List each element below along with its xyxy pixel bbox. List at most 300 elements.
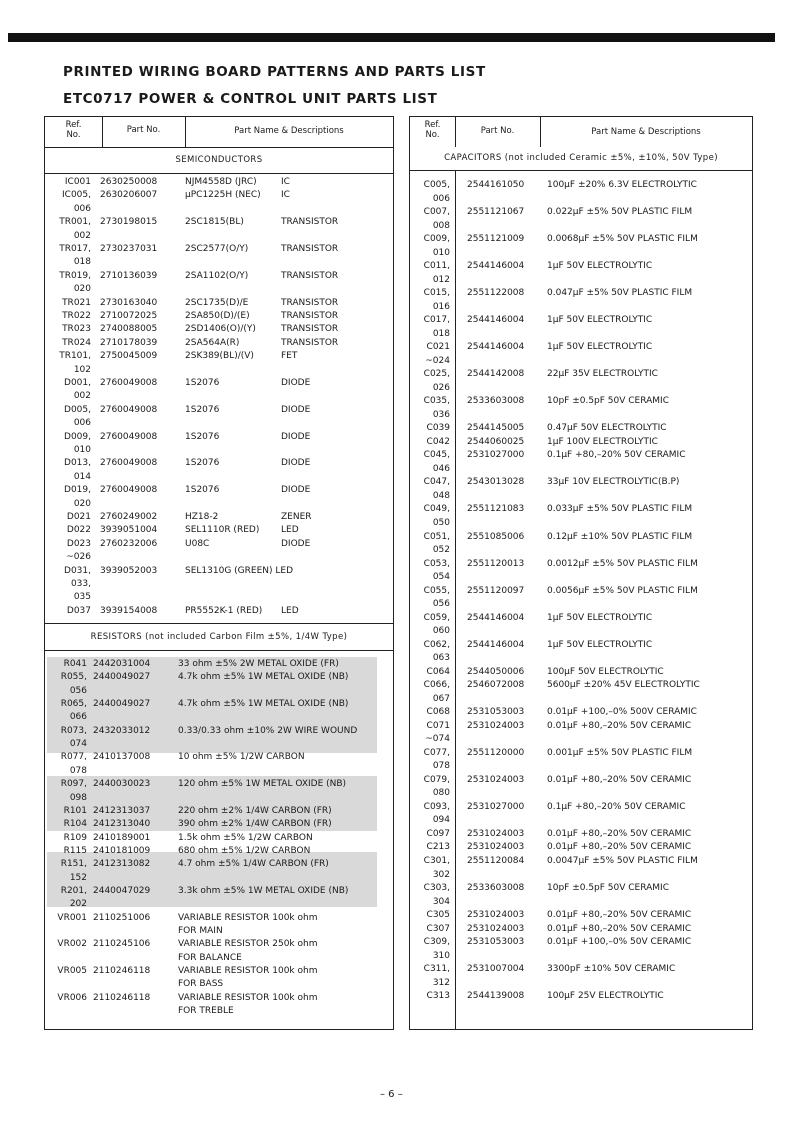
ref-cell: C011, (423, 261, 450, 272)
part-number-cell: 2544161050 (467, 180, 525, 190)
part-number-cell: 2432033012 (93, 725, 151, 736)
ref-cell: C045, (423, 450, 450, 461)
description-cell: 1µF 50V ELECTROLYTIC (547, 261, 653, 272)
description-cell: DIODE (281, 431, 311, 442)
part-number-cell: 2544146004 (467, 315, 525, 326)
part-number-cell: 2730237031 (100, 244, 158, 254)
ref-cell: C303, (423, 883, 450, 894)
description-cell: 0.12µF ±10% 50V PLASTIC FILM (547, 531, 693, 542)
part-name-cell: U08C (185, 538, 210, 549)
ref-cell: TR023 (62, 324, 91, 335)
description-cell: 0.01µF +80,–20% 50V CERAMIC (547, 828, 692, 839)
description-cell: LED (281, 605, 299, 616)
description-cell: 0.0056µF ±5% 50V PLASTIC FILM (547, 585, 698, 596)
ref-cell: D031, (64, 565, 91, 576)
description-cell: 100µF 25V ELECTROLYTIC (547, 991, 664, 1002)
part-number-cell: 2531024003 (467, 842, 525, 853)
ref-header (410, 120, 455, 140)
part-name-cell: 1S2076 (185, 378, 220, 388)
ref-cell: VR005 (57, 966, 87, 977)
part-number-cell: 2760232006 (100, 538, 158, 549)
ref-cell: VR002 (57, 939, 87, 950)
part-name-cell: 2SC1815(BL) (185, 217, 244, 228)
ref-cell: R101 (63, 805, 87, 816)
part-number-cell: 2544139008 (467, 991, 525, 1002)
description-cell: 390 ohm ±2% 1/4W CARBON (FR) (178, 819, 332, 830)
ref-cell: ~024 (425, 355, 450, 366)
ref-cell: VR001 (57, 912, 87, 923)
part-number-cell: 2551121067 (467, 207, 525, 218)
description-cell: 33µF 10V ELECTROLYTIC(B.P) (547, 477, 680, 488)
part-name-cell: 2SK389(BL)/(V) (185, 351, 254, 362)
description-cell: 0.01µF +80,–20% 50V CERAMIC (547, 842, 692, 853)
description-cell: FET (281, 351, 298, 362)
ref-cell: C313 (426, 991, 450, 1002)
part-number-cell: 2442031004 (93, 659, 151, 669)
part-number-cell: 2760049008 (100, 404, 158, 415)
part-number-cell: 2440047029 (93, 885, 151, 896)
ref-cell: R065, (60, 699, 87, 710)
ref-cell: 078 (69, 765, 87, 776)
part-number-cell: 2110251006 (93, 912, 151, 923)
ref-cell: 046 (432, 463, 450, 474)
part-name-cell: HZ18-2 (185, 512, 219, 522)
part-number-cell: 2630250008 (100, 177, 158, 187)
description-cell: FOR BASS (178, 979, 224, 990)
ref-cell: C093, (423, 801, 450, 812)
part-number-cell: 2544050006 (467, 666, 525, 677)
ref-cell: 056 (69, 685, 87, 696)
ref-cell: IC001 (64, 177, 91, 187)
ref-cell: 202 (69, 899, 87, 910)
right-parts-table (409, 116, 753, 1030)
description-cell: DIODE (281, 404, 311, 415)
ref-cell: C053, (423, 558, 450, 569)
description-cell: 3300pF ±10% 50V CERAMIC (547, 964, 676, 975)
part-number-cell: 2531024003 (467, 720, 525, 731)
part-number-cell: 2551120000 (467, 747, 525, 758)
description-cell: 0.022µF ±5% 50V PLASTIC FILM (547, 207, 693, 218)
part-number-cell: 2543013028 (467, 477, 525, 488)
part-number-cell: 2110246118 (93, 966, 151, 977)
part-number-cell: 2551121083 (467, 504, 525, 515)
part-number-cell: 2544146004 (467, 612, 525, 623)
ref-cell: 006 (73, 203, 91, 214)
description-cell: TRANSISTOR (281, 270, 339, 281)
ref-cell: C009, (423, 234, 450, 245)
part-name-cell: 2SA850(D)/(E) (185, 311, 250, 321)
ref-cell: 018 (73, 257, 91, 268)
ref-cell: 026 (432, 382, 450, 393)
ref-cell: C005, (423, 180, 450, 190)
description-cell: 10pF ±0.5pF 50V CERAMIC (547, 396, 669, 407)
ref-cell: C305 (426, 910, 450, 921)
description-cell: 10pF ±0.5pF 50V CERAMIC (547, 883, 669, 894)
header-divider (540, 117, 541, 147)
description-cell: 1.5k ohm ±5% 1/2W CARBON (178, 832, 313, 843)
ref-header-line2: No. (425, 130, 440, 140)
part-number-cell: 2710072025 (100, 311, 158, 321)
description-cell: 0.01µF +80,–20% 50V CERAMIC (547, 923, 692, 934)
description-cell: 1µF 50V ELECTROLYTIC (547, 342, 653, 353)
ref-cell: C077, (423, 747, 450, 758)
description-cell: 120 ohm ±5% 1W METAL OXIDE (NB) (178, 779, 347, 790)
name-header: Part Name & Descriptions (234, 126, 344, 136)
description-cell: 0.01µF +100,–0% 50V CERAMIC (547, 937, 692, 948)
ref-cell: 036 (432, 409, 450, 420)
ref-cell: 052 (432, 545, 450, 556)
part-number-cell: 3939154008 (100, 605, 158, 616)
part-number-cell: 2760249002 (100, 512, 158, 522)
ref-cell: C097 (426, 828, 450, 839)
part-name-cell: 2SD1406(O)/(Y) (185, 324, 256, 335)
description-cell: 0.0012µF ±5% 50V PLASTIC FILM (547, 558, 698, 569)
ref-cell: 066 (69, 712, 87, 723)
ref-cell: R077, (60, 752, 87, 763)
ref-cell: C015, (423, 288, 450, 299)
ref-cell: 006 (432, 193, 450, 204)
ref-cell: TR022 (62, 311, 91, 321)
part-number-cell: 2440049027 (93, 699, 151, 710)
ref-cell: C025, (423, 369, 450, 380)
part-name-cell: 2SA1102(O/Y) (185, 270, 249, 281)
part-number-cell: 2544142008 (467, 369, 525, 380)
ref-cell: 304 (432, 896, 450, 907)
part-number-cell: 2410181009 (93, 845, 151, 856)
description-cell: TRANSISTOR (281, 297, 339, 308)
ref-cell: R055, (60, 672, 87, 683)
ref-cell: C039 (426, 423, 450, 434)
ref-cell: 018 (432, 328, 450, 339)
ref-cell: 094 (432, 815, 450, 826)
description-cell: 1µF 50V ELECTROLYTIC (547, 612, 653, 623)
part-number-cell: 2410189001 (93, 832, 151, 843)
ref-cell: C064 (426, 666, 450, 677)
description-cell: ZENER (281, 512, 312, 522)
description-cell: DIODE (281, 458, 311, 469)
part-name-cell: 2SC2577(O/Y) (185, 244, 249, 254)
description-cell: DIODE (281, 378, 311, 388)
part-name-cell: 1S2076 (185, 431, 220, 442)
part-number-cell: 2740088005 (100, 324, 158, 335)
ref-header-line1: Ref. (65, 120, 82, 130)
description-cell: 10 ohm ±5% 1/2W CARBON (178, 752, 305, 763)
ref-cell: R097, (60, 779, 87, 790)
part-number-cell: 2531053003 (467, 937, 525, 948)
description-cell: 0.001µF ±5% 50V PLASTIC FILM (547, 747, 693, 758)
description-cell: 33 ohm ±5% 2W METAL OXIDE (FR) (178, 659, 339, 669)
ref-cell: TR021 (62, 297, 91, 308)
ref-cell: C311, (423, 964, 450, 975)
ref-cell: D019, (64, 485, 91, 496)
ref-cell: TR001, (59, 217, 91, 228)
part-number-cell: 2531027000 (467, 450, 525, 461)
ref-cell: D005, (64, 404, 91, 415)
ref-cell: TR101, (59, 351, 91, 362)
ref-cell: 078 (432, 761, 450, 772)
part-number-cell: 2110246118 (93, 992, 151, 1003)
ref-cell: D023 (66, 538, 91, 549)
ref-cell: 048 (432, 490, 450, 501)
part-number-cell: 2551120013 (467, 558, 525, 569)
description-cell: 100µF 50V ELECTROLYTIC (547, 666, 664, 677)
description-cell: IC (281, 190, 290, 201)
ref-cell: R073, (60, 725, 87, 736)
description-cell: 0.047µF ±5% 50V PLASTIC FILM (547, 288, 693, 299)
resistors-section-title: RESISTORS (not included Carbon Film ±5%, 1/4W Type) (45, 623, 393, 651)
ref-cell: C021 (426, 342, 450, 353)
ref-cell: 063 (432, 653, 450, 664)
description-cell: TRANSISTOR (281, 311, 339, 321)
ref-cell: 002 (73, 391, 91, 402)
description-cell: 22µF 35V ELECTROLYTIC (547, 369, 658, 380)
description-cell: 0.1µF +80,–20% 50V CERAMIC (547, 801, 686, 812)
ref-cell: C071 (426, 720, 450, 731)
part-number-cell: 2730198015 (100, 217, 158, 228)
ref-cell: 152 (69, 872, 87, 883)
description-cell: VARIABLE RESISTOR 100k ohm (178, 992, 318, 1003)
ref-cell: D037 (66, 605, 91, 616)
ref-cell: R201, (60, 885, 87, 896)
part-number-cell: 2412313037 (93, 805, 151, 816)
part-number-cell: 2760049008 (100, 378, 158, 388)
description-cell: TRANSISTOR (281, 337, 339, 348)
ref-cell: D021 (66, 512, 91, 522)
ref-cell: C301, (423, 856, 450, 866)
part-number-cell: 2440030023 (93, 779, 151, 790)
ref-cell: C049, (423, 504, 450, 515)
ref-cell: C066, (423, 680, 450, 691)
description-cell: IC (281, 177, 290, 187)
part-number-cell: 2544060025 (467, 436, 525, 447)
ref-cell: 008 (432, 220, 450, 231)
description-cell: 1µF 50V ELECTROLYTIC (547, 315, 653, 326)
ref-cell: 312 (432, 977, 450, 988)
description-cell: FOR BALANCE (178, 952, 242, 963)
description-cell: FOR TREBLE (178, 1006, 234, 1017)
part-number-cell: 2544146004 (467, 342, 525, 353)
part-number-cell: 2760049008 (100, 485, 158, 496)
ref-cell: 067 (432, 693, 450, 704)
page-subtitle: ETC0717 POWER & CONTROL UNIT PARTS LIST (63, 91, 438, 107)
ref-cell: D001, (64, 378, 91, 388)
part-number-cell: 2110245106 (93, 939, 151, 950)
description-cell: 0.01µF +80,–20% 50V CERAMIC (547, 720, 692, 731)
description-cell: 5600µF ±20% 45V ELECTROLYTIC (547, 680, 700, 691)
capacitors-section-title: CAPACITORS (not included Ceramic ±5%, ±10%, 50V Type) (410, 147, 752, 171)
part-number-cell: 2531024003 (467, 774, 525, 785)
part-number-cell: 2551122008 (467, 288, 525, 299)
ref-cell: R104 (63, 819, 87, 830)
description-cell: 3.3k ohm ±5% 1W METAL OXIDE (NB) (178, 885, 349, 896)
ref-cell: 050 (432, 518, 450, 528)
ref-cell: 302 (432, 869, 450, 880)
part-name-cell: 1S2076 (185, 458, 220, 469)
part-number-cell: 2551085006 (467, 531, 525, 542)
ref-column-divider (455, 117, 456, 1029)
part-name-cell: 2SA564A(R) (185, 337, 240, 348)
ref-cell: 102 (73, 364, 91, 375)
ref-cell: C007, (423, 207, 450, 218)
description-cell: 680 ohm ±5% 1/2W CARBON (178, 845, 311, 856)
ref-cell: 010 (73, 445, 91, 455)
ref-cell: 080 (432, 788, 450, 799)
ref-cell: C017, (423, 315, 450, 326)
description-cell: DIODE (281, 485, 311, 496)
part-number-cell: 2630206007 (100, 190, 158, 201)
description-cell: TRANSISTOR (281, 217, 339, 228)
ref-cell: R151, (60, 859, 87, 870)
part-header: Part No. (126, 125, 161, 135)
part-name-cell: 1S2076 (185, 404, 220, 415)
description-cell: 0.0068µF ±5% 50V PLASTIC FILM (547, 234, 698, 245)
ref-cell: C309, (423, 937, 450, 948)
part-number-cell: 2440049027 (93, 672, 151, 683)
part-number-cell: 2531053003 (467, 707, 525, 718)
part-number-cell: 2531024003 (467, 923, 525, 934)
ref-cell: C062, (423, 639, 450, 650)
part-number-cell: 3939051004 (100, 525, 158, 536)
ref-cell: C042 (426, 436, 450, 447)
ref-cell: D013, (64, 458, 91, 469)
ref-cell: 020 (73, 284, 91, 295)
right-table-header (410, 117, 752, 148)
description-cell: 0.0047µF ±5% 50V PLASTIC FILM (547, 856, 698, 866)
description-cell: 1µF 50V ELECTROLYTIC (547, 639, 653, 650)
ref-cell: 006 (73, 418, 91, 429)
ref-cell: R115 (63, 845, 87, 856)
description-cell: TRANSISTOR (281, 324, 339, 335)
page-title: PRINTED WIRING BOARD PATTERNS AND PARTS LIST (63, 64, 486, 80)
part-number-cell: 3939052003 (100, 565, 158, 576)
part-number-cell: 2710136039 (100, 270, 158, 281)
description-cell: 0.47µF 50V ELECTROLYTIC (547, 423, 667, 434)
description-cell: LED (281, 525, 299, 536)
ref-cell: 033, (70, 579, 91, 589)
ref-cell: C047, (423, 477, 450, 488)
ref-cell: C059, (423, 612, 450, 623)
ref-cell: C307 (426, 923, 450, 934)
header-divider (185, 117, 186, 147)
part-number-cell: 2412313082 (93, 859, 151, 870)
part-number-cell: 2551121009 (467, 234, 525, 245)
part-number-cell: 2760049008 (100, 458, 158, 469)
ref-cell: 310 (432, 950, 450, 961)
semiconductors-section-title: SEMICONDUCTORS (45, 147, 393, 174)
part-number-cell: 2750045009 (100, 351, 158, 362)
ref-cell: 016 (432, 301, 450, 312)
ref-cell: 098 (69, 792, 87, 803)
description-cell: VARIABLE RESISTOR 250k ohm (178, 939, 318, 950)
description-cell: 1µF 100V ELECTROLYTIC (547, 436, 658, 447)
ref-cell: TR017, (59, 244, 91, 254)
part-number-cell: 2546072008 (467, 680, 525, 691)
ref-cell: 074 (69, 739, 87, 750)
part-number-cell: 2531027000 (467, 801, 525, 812)
ref-cell: 010 (432, 247, 450, 258)
ref-cell: 020 (73, 498, 91, 509)
ref-cell: C051, (423, 531, 450, 542)
left-table-header (45, 117, 393, 148)
description-cell: TRANSISTOR (281, 244, 339, 254)
name-header: Part Name & Descriptions (591, 127, 701, 137)
left-parts-table (44, 116, 394, 1030)
description-cell: 4.7k ohm ±5% 1W METAL OXIDE (NB) (178, 672, 349, 683)
part-name-cell: NJM4558D (JRC) (185, 177, 257, 187)
ref-cell: C079, (423, 774, 450, 785)
description-cell: DIODE (281, 538, 311, 549)
top-rule (8, 33, 775, 42)
ref-cell: 054 (432, 572, 450, 583)
part-number-cell: 2544145005 (467, 423, 525, 434)
description-cell: VARIABLE RESISTOR 100k ohm (178, 912, 318, 923)
description-cell: 0.33/0.33 ohm ±10% 2W WIRE WOUND (178, 725, 358, 736)
part-number-cell: 2531024003 (467, 828, 525, 839)
description-cell: 0.01µF +100,–0% 500V CERAMIC (547, 707, 697, 718)
part-number-cell: 2551120097 (467, 585, 525, 596)
ref-header-line2: No. (66, 130, 81, 140)
part-number-cell: 2544146004 (467, 261, 525, 272)
ref-cell: ~074 (425, 734, 450, 745)
description-cell: 0.01µF +80,–20% 50V CERAMIC (547, 774, 692, 785)
ref-cell: 014 (73, 471, 91, 482)
ref-cell: TR019, (59, 270, 91, 281)
part-number-cell: 2531007004 (467, 964, 525, 975)
part-number-cell: 2533603008 (467, 396, 525, 407)
description-cell: 0.1µF +80,–20% 50V CERAMIC (547, 450, 686, 461)
part-number-cell: 2551120084 (467, 856, 525, 866)
header-divider (102, 117, 103, 147)
ref-cell: D022 (66, 525, 91, 536)
ref-cell: 002 (73, 230, 91, 241)
part-number-cell: 2710178039 (100, 337, 158, 348)
description-cell: 220 ohm ±2% 1/4W CARBON (FR) (178, 805, 332, 816)
ref-header (45, 120, 102, 140)
part-number-cell: 2533603008 (467, 883, 525, 894)
part-number-cell: 2760049008 (100, 431, 158, 442)
description-cell: 4.7 ohm ±5% 1/4W CARBON (FR) (178, 859, 329, 870)
description-cell: VARIABLE RESISTOR 100k ohm (178, 966, 318, 977)
part-name-cell: PR5552K-1 (RED) (185, 605, 263, 616)
part-name-cell: 1S2076 (185, 485, 220, 496)
part-number-cell: 2531024003 (467, 910, 525, 921)
ref-cell: TR024 (62, 337, 91, 348)
ref-cell: D009, (64, 431, 91, 442)
ref-cell: C055, (423, 585, 450, 596)
description-cell: 100µF ±20% 6.3V ELECTROLYTIC (547, 180, 697, 190)
ref-cell: C213 (426, 842, 450, 853)
ref-cell: ~026 (66, 552, 91, 563)
ref-cell: 012 (432, 274, 450, 285)
ref-cell: 035 (73, 592, 91, 603)
part-number-cell: 2544146004 (467, 639, 525, 650)
part-name-cell: µPC1225H (NEC) (185, 190, 261, 201)
description-cell: 0.033µF ±5% 50V PLASTIC FILM (547, 504, 693, 515)
part-name-cell: SEL1110R (RED) (185, 525, 260, 536)
part-number-cell: 2730163040 (100, 297, 158, 308)
ref-cell: C068 (426, 707, 450, 718)
ref-cell: VR006 (57, 992, 87, 1003)
part-number-cell: 2410137008 (93, 752, 151, 763)
ref-header-line1: Ref. (424, 120, 441, 130)
description-cell: FOR MAIN (178, 926, 223, 936)
ref-cell: R109 (63, 832, 87, 843)
part-number-cell: 2412313040 (93, 819, 151, 830)
description-cell: 4.7k ohm ±5% 1W METAL OXIDE (NB) (178, 699, 349, 710)
ref-cell: C035, (423, 396, 450, 407)
page-number: – 6 – (380, 1089, 403, 1100)
part-name-cell: 2SC1735(D)/E (185, 297, 249, 308)
